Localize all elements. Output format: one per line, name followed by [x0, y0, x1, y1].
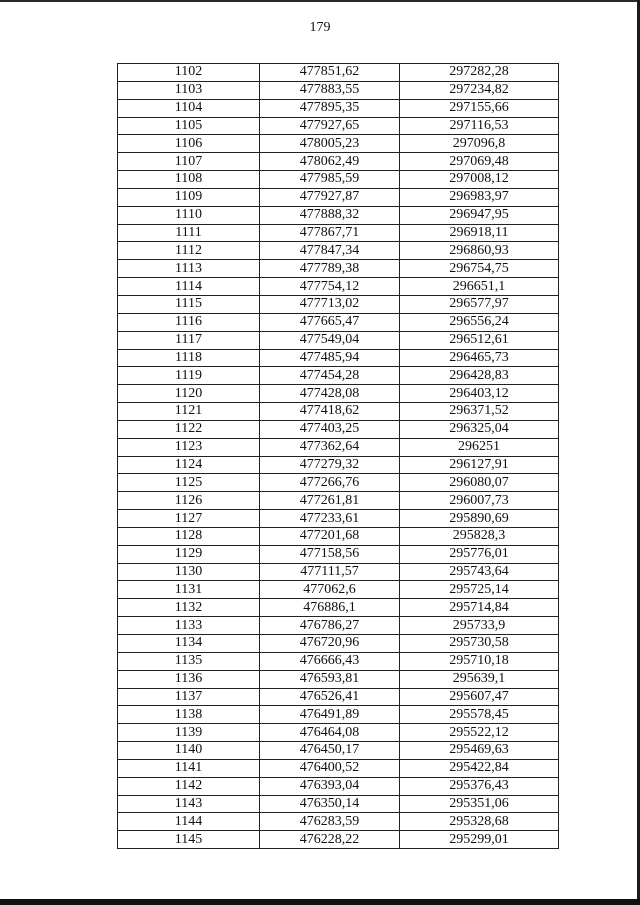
table-row — [118, 617, 559, 635]
page-number: 179 — [309, 20, 331, 35]
table-row — [118, 331, 559, 349]
y-coordinate-cell: 297234,82 — [400, 81, 559, 99]
table-row — [118, 635, 559, 653]
table-row — [118, 545, 559, 563]
point-number-cell: 1105 — [118, 117, 260, 135]
y-coordinate-cell: 296251 — [400, 438, 559, 456]
point-number-cell: 1121 — [118, 403, 260, 421]
y-coordinate-cell: 295422,84 — [400, 759, 559, 777]
point-number-cell: 1118 — [118, 349, 260, 367]
coordinates-table-body — [118, 64, 559, 849]
x-coordinate-cell: 476491,89 — [260, 706, 400, 724]
x-coordinate-cell: 476228,22 — [260, 831, 400, 849]
y-coordinate-cell: 296947,95 — [400, 206, 559, 224]
point-number-cell: 1124 — [118, 456, 260, 474]
x-coordinate-cell: 476450,17 — [260, 742, 400, 760]
table-row — [118, 652, 559, 670]
point-number-cell: 1117 — [118, 331, 260, 349]
y-coordinate-cell: 295469,63 — [400, 742, 559, 760]
y-coordinate-cell: 295299,01 — [400, 831, 559, 849]
y-coordinate-cell: 296080,07 — [400, 474, 559, 492]
point-number-cell: 1131 — [118, 581, 260, 599]
table-row — [118, 831, 559, 849]
point-number-cell: 1107 — [118, 153, 260, 171]
x-coordinate-cell: 477895,35 — [260, 99, 400, 117]
point-number-cell: 1122 — [118, 420, 260, 438]
table-row — [118, 188, 559, 206]
table-row — [118, 367, 559, 385]
point-number-cell: 1114 — [118, 278, 260, 296]
table-row — [118, 171, 559, 189]
table-row — [118, 706, 559, 724]
point-number-cell: 1103 — [118, 81, 260, 99]
x-coordinate-cell: 476464,08 — [260, 724, 400, 742]
table-row — [118, 403, 559, 421]
x-coordinate-cell: 477927,87 — [260, 188, 400, 206]
table-row — [118, 724, 559, 742]
table-row — [118, 224, 559, 242]
y-coordinate-cell: 296371,52 — [400, 403, 559, 421]
x-coordinate-cell: 477867,71 — [260, 224, 400, 242]
table-row — [118, 153, 559, 171]
point-number-cell: 1137 — [118, 688, 260, 706]
point-number-cell: 1130 — [118, 563, 260, 581]
x-coordinate-cell: 477233,61 — [260, 510, 400, 528]
table-row — [118, 295, 559, 313]
x-coordinate-cell: 476283,59 — [260, 813, 400, 831]
point-number-cell: 1104 — [118, 99, 260, 117]
x-coordinate-cell: 477111,57 — [260, 563, 400, 581]
table-row — [118, 313, 559, 331]
x-coordinate-cell: 477266,76 — [260, 474, 400, 492]
table-row — [118, 474, 559, 492]
x-coordinate-cell: 476393,04 — [260, 777, 400, 795]
point-number-cell: 1119 — [118, 367, 260, 385]
point-number-cell: 1110 — [118, 206, 260, 224]
y-coordinate-cell: 295890,69 — [400, 510, 559, 528]
point-number-cell: 1126 — [118, 492, 260, 510]
point-number-cell: 1112 — [118, 242, 260, 260]
table-row — [118, 349, 559, 367]
x-coordinate-cell: 477279,32 — [260, 456, 400, 474]
table-row — [118, 260, 559, 278]
table-row — [118, 599, 559, 617]
y-coordinate-cell: 295725,14 — [400, 581, 559, 599]
point-number-cell: 1145 — [118, 831, 260, 849]
y-coordinate-cell: 296403,12 — [400, 385, 559, 403]
x-coordinate-cell: 476786,27 — [260, 617, 400, 635]
x-coordinate-cell: 476666,43 — [260, 652, 400, 670]
point-number-cell: 1106 — [118, 135, 260, 153]
point-number-cell: 1142 — [118, 777, 260, 795]
y-coordinate-cell: 296651,1 — [400, 278, 559, 296]
y-coordinate-cell: 296983,97 — [400, 188, 559, 206]
x-coordinate-cell: 476400,52 — [260, 759, 400, 777]
y-coordinate-cell: 295639,1 — [400, 670, 559, 688]
table-row — [118, 385, 559, 403]
point-number-cell: 1143 — [118, 795, 260, 813]
point-number-cell: 1136 — [118, 670, 260, 688]
y-coordinate-cell: 295328,68 — [400, 813, 559, 831]
y-coordinate-cell: 297096,8 — [400, 135, 559, 153]
table-row — [118, 759, 559, 777]
point-number-cell: 1133 — [118, 617, 260, 635]
x-coordinate-cell: 477927,65 — [260, 117, 400, 135]
x-coordinate-cell: 476886,1 — [260, 599, 400, 617]
y-coordinate-cell: 295776,01 — [400, 545, 559, 563]
point-number-cell: 1132 — [118, 599, 260, 617]
x-coordinate-cell: 477403,25 — [260, 420, 400, 438]
y-coordinate-cell: 297282,28 — [400, 64, 559, 82]
x-coordinate-cell: 477485,94 — [260, 349, 400, 367]
y-coordinate-cell: 295376,43 — [400, 777, 559, 795]
table-row — [118, 813, 559, 831]
y-coordinate-cell: 296754,75 — [400, 260, 559, 278]
point-number-cell: 1144 — [118, 813, 260, 831]
table-row — [118, 527, 559, 545]
y-coordinate-cell: 295351,06 — [400, 795, 559, 813]
point-number-cell: 1123 — [118, 438, 260, 456]
table-row — [118, 206, 559, 224]
table-row — [118, 135, 559, 153]
x-coordinate-cell: 477713,02 — [260, 295, 400, 313]
x-coordinate-cell: 477158,56 — [260, 545, 400, 563]
y-coordinate-cell: 295710,18 — [400, 652, 559, 670]
y-coordinate-cell: 297155,66 — [400, 99, 559, 117]
table-row — [118, 742, 559, 760]
point-number-cell: 1127 — [118, 510, 260, 528]
y-coordinate-cell: 296556,24 — [400, 313, 559, 331]
point-number-cell: 1102 — [118, 64, 260, 82]
table-row — [118, 492, 559, 510]
table-row — [118, 242, 559, 260]
point-number-cell: 1135 — [118, 652, 260, 670]
y-coordinate-cell: 296512,61 — [400, 331, 559, 349]
y-coordinate-cell: 295714,84 — [400, 599, 559, 617]
scan-edge-top — [0, 0, 640, 2]
table-row — [118, 510, 559, 528]
point-number-cell: 1120 — [118, 385, 260, 403]
x-coordinate-cell: 476526,41 — [260, 688, 400, 706]
table-row — [118, 563, 559, 581]
point-number-cell: 1138 — [118, 706, 260, 724]
y-coordinate-cell: 297069,48 — [400, 153, 559, 171]
point-number-cell: 1113 — [118, 260, 260, 278]
y-coordinate-cell: 296918,11 — [400, 224, 559, 242]
y-coordinate-cell: 296325,04 — [400, 420, 559, 438]
table-row — [118, 795, 559, 813]
y-coordinate-cell: 296860,93 — [400, 242, 559, 260]
x-coordinate-cell: 477062,6 — [260, 581, 400, 599]
x-coordinate-cell: 478005,23 — [260, 135, 400, 153]
point-number-cell: 1141 — [118, 759, 260, 777]
x-coordinate-cell: 477985,59 — [260, 171, 400, 189]
table-row — [118, 99, 559, 117]
y-coordinate-cell: 296428,83 — [400, 367, 559, 385]
x-coordinate-cell: 476720,96 — [260, 635, 400, 653]
y-coordinate-cell: 296127,91 — [400, 456, 559, 474]
table-row — [118, 420, 559, 438]
y-coordinate-cell: 297116,53 — [400, 117, 559, 135]
x-coordinate-cell: 477454,28 — [260, 367, 400, 385]
x-coordinate-cell: 477418,62 — [260, 403, 400, 421]
table-row — [118, 438, 559, 456]
x-coordinate-cell: 477428,08 — [260, 385, 400, 403]
table-row — [118, 117, 559, 135]
y-coordinate-cell: 296007,73 — [400, 492, 559, 510]
table-row — [118, 456, 559, 474]
table-row — [118, 81, 559, 99]
y-coordinate-cell: 296465,73 — [400, 349, 559, 367]
y-coordinate-cell: 295578,45 — [400, 706, 559, 724]
y-coordinate-cell: 295607,47 — [400, 688, 559, 706]
coordinates-table — [117, 63, 559, 849]
table-row — [118, 581, 559, 599]
table-row — [118, 777, 559, 795]
point-number-cell: 1111 — [118, 224, 260, 242]
x-coordinate-cell: 477754,12 — [260, 278, 400, 296]
point-number-cell: 1129 — [118, 545, 260, 563]
point-number-cell: 1125 — [118, 474, 260, 492]
y-coordinate-cell: 297008,12 — [400, 171, 559, 189]
x-coordinate-cell: 477201,68 — [260, 527, 400, 545]
point-number-cell: 1140 — [118, 742, 260, 760]
point-number-cell: 1116 — [118, 313, 260, 331]
table-row — [118, 670, 559, 688]
point-number-cell: 1115 — [118, 295, 260, 313]
x-coordinate-cell: 476350,14 — [260, 795, 400, 813]
y-coordinate-cell: 295522,12 — [400, 724, 559, 742]
x-coordinate-cell: 476593,81 — [260, 670, 400, 688]
point-number-cell: 1109 — [118, 188, 260, 206]
point-number-cell: 1139 — [118, 724, 260, 742]
scan-edge-bottom — [0, 899, 640, 905]
x-coordinate-cell: 477847,34 — [260, 242, 400, 260]
y-coordinate-cell: 295828,3 — [400, 527, 559, 545]
table-row — [118, 688, 559, 706]
point-number-cell: 1108 — [118, 171, 260, 189]
table-row — [118, 278, 559, 296]
y-coordinate-cell: 295733,9 — [400, 617, 559, 635]
x-coordinate-cell: 478062,49 — [260, 153, 400, 171]
y-coordinate-cell: 296577,97 — [400, 295, 559, 313]
x-coordinate-cell: 477789,38 — [260, 260, 400, 278]
x-coordinate-cell: 477261,81 — [260, 492, 400, 510]
point-number-cell: 1134 — [118, 635, 260, 653]
y-coordinate-cell: 295743,64 — [400, 563, 559, 581]
x-coordinate-cell: 477888,32 — [260, 206, 400, 224]
x-coordinate-cell: 477665,47 — [260, 313, 400, 331]
table-row — [118, 64, 559, 82]
x-coordinate-cell: 477549,04 — [260, 331, 400, 349]
x-coordinate-cell: 477883,55 — [260, 81, 400, 99]
point-number-cell: 1128 — [118, 527, 260, 545]
y-coordinate-cell: 295730,58 — [400, 635, 559, 653]
x-coordinate-cell: 477362,64 — [260, 438, 400, 456]
x-coordinate-cell: 477851,62 — [260, 64, 400, 82]
